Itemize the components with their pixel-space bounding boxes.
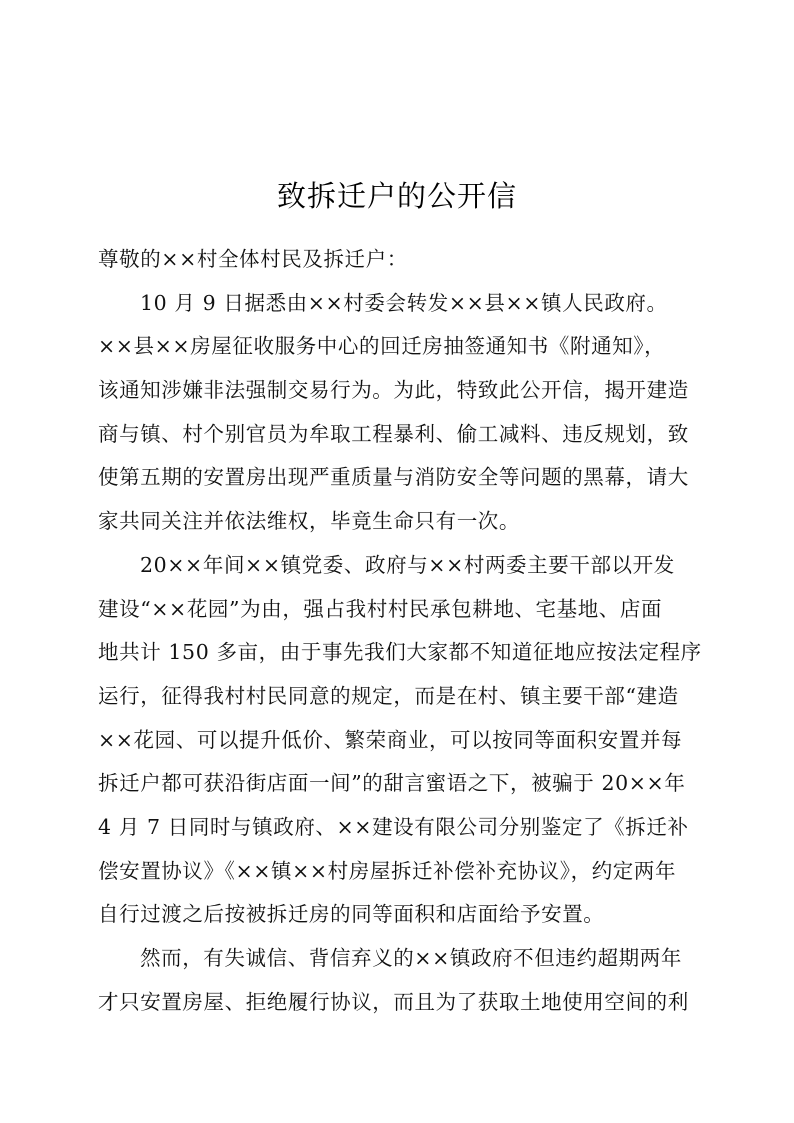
document-title: 致拆迁户的公开信 [276,179,517,213]
salutation: 尊敬的××村全体村民及拆迁户： [98,247,408,271]
paragraph-2-line: 20××年间××镇党委、政府与××村两委主要干部以开发 [140,552,675,577]
paragraph-2-line: 建设“××花园”为由，强占我村村民承包耕地、宅基地、店面 [98,596,663,621]
paragraph-1-line: ××县××房屋征收服务中心的回迁房抽签通知书《附通知》， [98,334,666,359]
paragraph-1-line: 商与镇、村个别官员为牟取工程暴利、偷工减料、违反规划，致 [98,421,689,446]
paragraph-2-line: 地共计 150 多亩，由于事先我们大家都不知道征地应按法定程序 [98,640,702,665]
paragraph-2-line: ××花园、可以提升低价、繁荣商业，可以按同等面积安置并每 [98,727,683,752]
paragraph-1-line: 使第五期的安置房出现严重质量与消防安全等问题的黑幕，请大 [98,465,689,490]
paragraph-2-line: 自行过渡之后按被拆迁房的同等面积和店面给予安置。 [98,902,605,927]
paragraph-2-line: 偿安置协议》《××镇××村房屋拆迁补偿补充协议》，约定两年 [98,858,677,883]
paragraph-1-line: 家共同关注并依法维权，毕竟生命只有一次。 [98,509,520,534]
paragraph-2-line: 拆迁户都可获沿街店面一间”的甜言蜜语之下，被骗于 20××年 [98,771,686,796]
paragraph-1-line: 10 月 9 日据悉由××村委会转发××县××镇人民政府。 [140,290,668,315]
paragraph-3-line: 然而，有失诚信、背信弃义的××镇政府不但违约超期两年 [140,946,682,970]
paragraph-1-line: 该通知涉嫌非法强制交易行为。为此，特致此公开信，揭开建造 [98,378,689,403]
letter-body [98,238,718,1024]
paragraph-3-line: 才只安置房屋、拒绝履行协议，而且为了获取土地使用空间的利 [98,989,689,1014]
paragraph-2-line: 4 月 7 日同时与镇政府、××建设有限公司分别鉴定了《拆迁补 [98,814,689,839]
paragraph-2-line: 运行，征得我村村民同意的规定，而是在村、镇主要干部“建造 [98,683,679,708]
